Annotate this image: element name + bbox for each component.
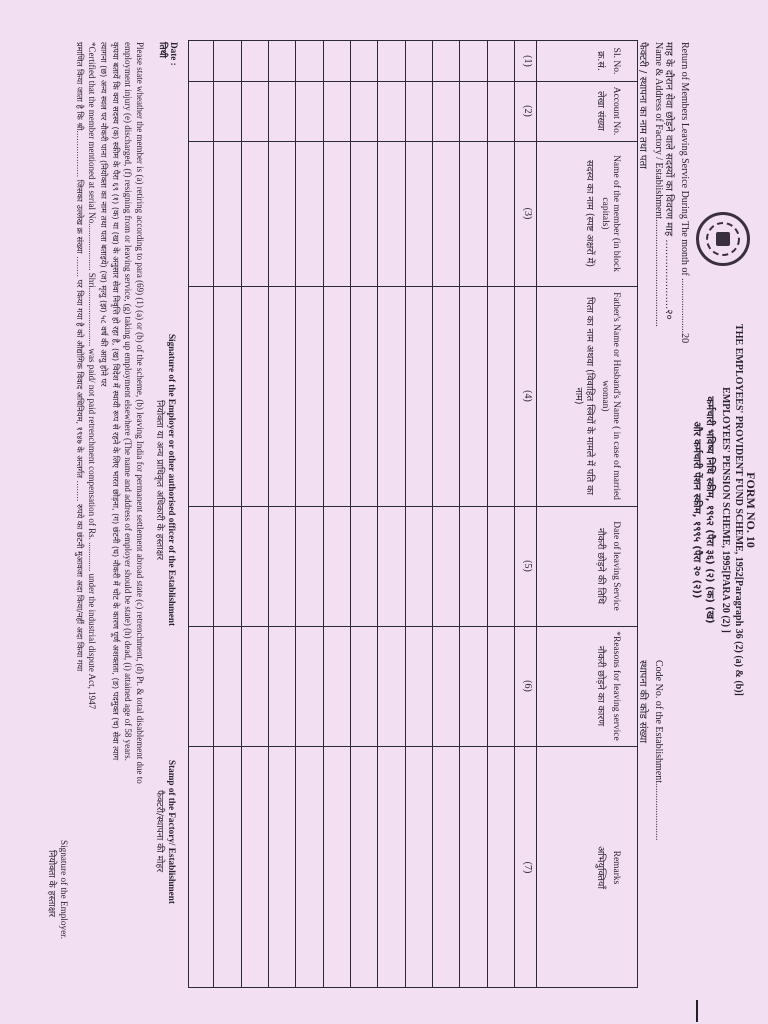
table-row <box>487 41 488 987</box>
number-divider <box>514 41 515 987</box>
column-header-hi: क्र.सं. <box>595 51 606 71</box>
column-header <box>573 289 621 503</box>
establishment-address-line: Name & Address of Factory / Establishment........................................... <box>653 42 664 327</box>
form-title: FORM NO. 10 <box>744 472 758 548</box>
column-header-en: Sl. No. <box>611 47 621 75</box>
column-divider <box>189 506 637 507</box>
table-row <box>432 41 433 987</box>
table-row <box>241 41 242 987</box>
footer-note4: त्यागना (छ) अन्य स्थल पर नौकरी पाना (नियोक्ता का नाम तथा पता बताइये) (ज) मृत्यु (झ) ५८ वर्ष की आयु होने पर <box>99 42 109 387</box>
column-header-en: Date of leaving Service <box>611 521 621 611</box>
column-header-hi: सदस्य का नाम (स्पष्ट अक्षरों में) <box>584 159 595 268</box>
date-label-hindi: तिथी <box>157 42 168 58</box>
employer-signature-label: Signature of the Employer or other authorised officer of the Establishment <box>167 333 177 627</box>
scheme-epf-title: THE EMPLOYEES' PROVIDENT FUND SCHEME, 1952[Paragraph 36 (2) (a) & (b)] <box>733 324 744 696</box>
footer-note3: कृपया बतायें कि क्या सदस्य (क) स्कीम के पैरा ६९ (१) (क) या (ख) के अनुसार सेवा निवृत्ति हो रहा है, (ख) विदेश में स्थायी रूप से रहने के लिए भारत छोड़ना, (ग) छंटनी (घ) नौकरी में चोट के कारण पूर्ण अशक्तता, (ङ) पदमुक्त (च) सेवा त्याग <box>111 42 121 761</box>
scheme-hindi-1: कर्मचारी भविष्य निधि स्कीम, १९५२ (पैरा ३६) (२) (क) (ख) <box>704 396 715 624</box>
footer-certified2: प्रमाणित किया जाता है कि श्री.................. जिसका उल्लेख क्र संख्या ........ पर किया गया है को औद्योगिक विवाद अधिनियम, १९४७ के अन्तर्गत ........ रुपये का छंटनी मुआवजा अदा किया/नहीं अदा किया गया <box>75 42 85 672</box>
column-header-hi: लेखा संख्या <box>595 91 606 131</box>
column-divider <box>189 626 637 627</box>
column-number: (6) <box>522 680 533 692</box>
column-header-en: Name of the member (in block capitals) <box>600 155 621 272</box>
column-header <box>595 44 621 78</box>
table-row <box>295 41 296 987</box>
column-number: (2) <box>522 105 533 117</box>
column-header-en: Father's Name or Husband's Name ( in case of married woman) <box>600 292 621 500</box>
logo-center <box>716 232 730 246</box>
return-month-hindi: माह के दौरान सेवा छोड़ने वाले सदस्यों का विवरण माह ......................२० <box>663 42 674 320</box>
members-table <box>188 40 638 988</box>
column-header-en: *Reasons for leaving service <box>611 631 621 741</box>
column-header <box>595 749 621 986</box>
establishment-address-hindi: फैक्टरी / स्थापना का नाम तथा पता <box>637 42 648 169</box>
employer-signature-bottom-hindi: नियोक्ता के हस्ताक्षर <box>46 850 57 918</box>
scheme-eps-title: EMPLOYEES' PENSION SCHEME, 1995[PARA 20 (2) ] <box>720 387 731 633</box>
epfo-logo <box>696 212 750 266</box>
factory-stamp-label: Stamp of the Factory/ Establishment <box>167 760 177 904</box>
factory-stamp-hindi: फैक्टरी/स्थापना की मोहर <box>154 790 165 873</box>
employer-signature-hindi: नियोक्ता या अन्य प्राधिकृत अधिकारी के हस्ताक्षर <box>154 399 165 561</box>
column-header-hi: नौकरी छोड़ने की तिथि <box>595 527 606 605</box>
return-month-line: Return of Members Leaving Service During The month of ......................20 <box>679 42 690 344</box>
column-divider <box>189 81 637 82</box>
table-row <box>459 41 460 987</box>
column-divider <box>189 746 637 747</box>
column-header <box>595 509 621 623</box>
table-row <box>213 41 214 987</box>
table-row <box>323 41 324 987</box>
column-header-hi: नौकरी छोड़ने का कारण <box>595 645 606 727</box>
column-divider <box>189 286 637 287</box>
footer-note1: Please state wheather the member is (a) retiring according to para (69) (1) (a) or (b) of the scheme, (b) leaving India for permanent settlement abroad state (c) retrenchment, (d) Pt. & total disablement due to <box>135 42 145 784</box>
column-header-hi: अभियुक्तियाँ <box>595 846 606 889</box>
footer-certified1: *Certified that the member mentioned at serial No..................... Shri.......................... was paid/ not paid retrenchment compensation of Rs. ............. under the industrial dispute Act, 1947 <box>87 42 97 710</box>
column-number: (4) <box>522 390 533 402</box>
column-header-en: Account No. <box>611 86 621 136</box>
establishment-code-hindi: स्थापना की कोड संख्या <box>637 660 648 743</box>
header-divider <box>536 41 537 987</box>
date-label: Date : <box>169 42 179 66</box>
employer-signature-bottom: Signature of the Employer. <box>59 840 69 939</box>
column-number: (1) <box>522 55 533 67</box>
table-row <box>350 41 351 987</box>
column-header <box>595 629 621 743</box>
column-number: (7) <box>522 861 533 874</box>
column-header <box>584 144 621 283</box>
column-number: (5) <box>522 560 533 572</box>
column-header-hi: पिता का नाम अथवा (विवाहित स्त्रियों के मामले में पति का नाम) <box>573 297 595 495</box>
table-row <box>268 41 269 987</box>
column-header <box>595 84 621 138</box>
table-row <box>405 41 406 987</box>
table-row <box>377 41 378 987</box>
establishment-code-line: Code No. of the Establishment....................... <box>653 660 664 841</box>
footer-note2: employment injury (e) discharged, (f) resigning from or leaving service, (g) taking up employment elsewhere (The name and address of employer should be state) (h) dead, (i) attained age of 58 years. <box>123 42 133 761</box>
column-divider <box>189 141 637 142</box>
column-number: (3) <box>522 207 533 220</box>
scheme-hindi-2: और कर्मचारी पेंशन स्कीम, १९९५ (पैरा २० (२)) <box>691 421 702 599</box>
column-header-en: Remarks <box>611 850 621 885</box>
margin-mark <box>696 1000 698 1022</box>
